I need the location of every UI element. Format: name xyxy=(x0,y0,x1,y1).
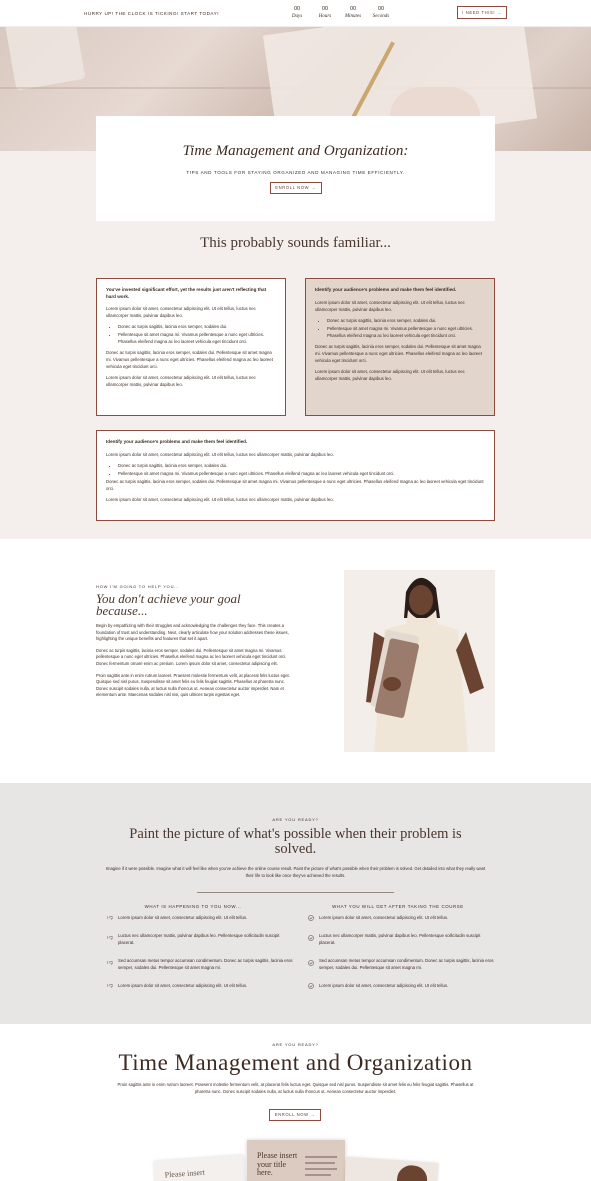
problem-box-1 xyxy=(96,278,286,416)
list-item: Sed accumsan metus tempor accumsan condimentum. Donec ac turpis sagittis, lacinia eros semper, sodales dui. Pellentesque sit amet magna mi. xyxy=(319,958,494,970)
mockup-left-title: Please insert xyxy=(164,1167,206,1180)
check-circle-icon xyxy=(308,960,314,966)
possible-section xyxy=(0,783,591,1024)
problem-box-text: Lorem ipsum dolor sit amet, consectetur adipiscing elit. Ut elit tellus, luctus nec ullamcorper mattis, pulvinar dapibus leo. xyxy=(106,496,334,502)
thumbs-down-icon: 👎︎ xyxy=(107,935,114,941)
thumbs-down-icon: 👎︎ xyxy=(107,983,114,989)
mockup-photo-shape xyxy=(396,1164,428,1181)
mockup-text-line xyxy=(305,1174,331,1176)
list-item: • Donec ac turpis sagittis, lacinia eros semper, sodales dui. xyxy=(118,323,276,330)
woman-with-notebooks-photo xyxy=(344,570,495,752)
problem-box-list xyxy=(106,323,276,345)
problem-box-text: Lorem ipsum dolor sit amet, consectetur adipiscing elit. Ut elit tellus, luctus nec ullamcorper mattis, pulvinar dapibus leo. xyxy=(106,306,256,318)
mockup-text-line xyxy=(305,1168,337,1170)
list-item: Luctus nec ullamcorper mattis, pulvinar dapibus leo. Pellentesque sollicitudin suscipit placerat. xyxy=(319,933,481,945)
mockup-text-line xyxy=(305,1156,337,1158)
problem-box-text: Donec ac turpis sagittis, lacinia eros semper, sodales dui. Pellentesque sit amet magna mi. Vivamus pellentesque a nunc eget ultricies. Phasellus eleifend magna ac leo laoreet vehicula eget tincidunt orci. xyxy=(106,478,484,491)
list-item: • Pellentesque sit amet magna mi. Vivamus pellentesque a nunc eget ultricies. Phasellus eleifend magna ac leo laoreet vehicula eget tincidunt orci. xyxy=(327,325,485,339)
problem-box-text: Donec ac turpis sagittis, lacinia eros semper, sodales dui. Pellentesque sit amet magna mi. Vivamus pellentesque a nunc eget ultricies. Phasellus eleifend magna ac leo laoreet vehicula eget tincidunt orci. xyxy=(106,350,273,369)
list-item: • Pellentesque sit amet magna mi. Vivamus pellentesque a nunc eget ultricies. Phasellus eleifend magna ac leo laoreet vehicula eget tincidunt orci. xyxy=(118,470,485,477)
hero-title: Time Management and Organization: xyxy=(182,143,409,159)
check-circle-icon xyxy=(308,983,314,989)
countdown-value: 00 xyxy=(349,6,357,12)
possible-heading-line-2: solved. xyxy=(274,841,317,857)
hero-card-shape xyxy=(4,27,85,91)
list-item: Lorem ipsum dolor sit amet, consectetur adipiscing elit. Ut elit tellus. xyxy=(319,915,449,920)
after-column-heading: WHAT YOU WILL GET AFTER TAKING THE COURSE xyxy=(332,904,464,909)
help-heading-line-2: because... xyxy=(96,603,148,618)
now-column-heading: WHAT IS HAPPENING TO YOU NOW... xyxy=(144,904,242,909)
possible-intro: Imagine if it were possible. Imagine what it will feel like when you've achieve the online course result. Paint the picture of what's possible when their problem is solved. Get detailed into what they really want their life to look like once they've achieved the results. xyxy=(105,866,486,878)
course-section xyxy=(0,1024,591,1181)
i-need-this-button[interactable]: I NEED THIS! → xyxy=(457,6,507,19)
countdown-label: Days xyxy=(291,14,303,19)
list-item: • Donec ac turpis sagittis, lacinia eros semper, sodales dui. xyxy=(118,462,485,469)
problem-box-text: Lorem ipsum dolor sit amet, consectetur adipiscing elit. Ut elit tellus, luctus nec ullamcorper mattis, pulvinar dapibus leo. xyxy=(315,299,465,312)
countdown-minutes xyxy=(340,6,366,19)
possible-heading xyxy=(0,827,591,857)
list-item: Lorem ipsum dolor sit amet, consectetur adipiscing elit. Ut elit tellus. xyxy=(319,983,449,988)
urgency-message: HURRY UP! THE CLOCK IS TICKING! START TODAY! xyxy=(84,11,219,16)
list-item: • Pellentesque sit amet magna mi. Vivamus pellentesque a nunc eget ultricies. Phasellus eleifend magna ac leo laoreet vehicula eget tincidunt orci. xyxy=(118,331,276,345)
countdown-value: 00 xyxy=(377,6,385,12)
help-heading xyxy=(96,593,241,617)
problem-box-title: Identify your audience's problems and make them feel identified. xyxy=(106,439,248,444)
help-kicker: HOW I'M GOING TO HELP YOU... xyxy=(96,584,180,589)
help-paragraph: Donec ac turpis sagittis, lacinia eros semper, sodales dui. Pellentesque sit amet magna mi. Vivamus pellentesque a nunc eget ultricies. Phasellus eleifend magna ac leo laoreet vehicula eget tincidunt orci. Donec fermentum ornare enim ac pretium. Lorem ipsum dolor sit amet, consectetur adipiscing elit. xyxy=(96,647,287,666)
problem-box-3 xyxy=(96,430,495,521)
countdown-label: Seconds xyxy=(372,14,390,19)
list-item: • Donec ac turpis sagittis, lacinia eros semper, sodales dui. xyxy=(327,317,485,324)
countdown-bar xyxy=(0,0,591,27)
countdown-value: 00 xyxy=(321,6,329,12)
problem-box-2 xyxy=(305,278,495,416)
course-description: Proin sagittis ante in enim rutrum laoreet. Praesent molestie fermentum velit, at placerat felis luctus eget. Quisque sed nisl purus. Suspendisse sit amet felis eu felis feugiat sagittis. Phasellus at pharetra nunc. Donec suscipit sodales nulla, at luctus nulla rhoncus ut. Aenean consectetur auctor imperdiet. xyxy=(117,1082,474,1094)
list-item: Lorem ipsum dolor sit amet, consectetur adipiscing elit. Ut elit tellus. xyxy=(118,983,248,988)
divider xyxy=(197,892,394,893)
enroll-now-button[interactable]: ENROLL NOW → xyxy=(270,182,322,194)
problem-box-text: Lorem ipsum dolor sit amet, consectetur adipiscing elit. Ut elit tellus, luctus nec ullamcorper mattis, pulvinar dapibus leo. xyxy=(106,451,334,457)
help-body xyxy=(96,623,292,699)
help-heading-line-1: You don't achieve your goal xyxy=(96,591,241,606)
problem-box-list xyxy=(106,462,485,477)
problem-box-text: Donec ac turpis sagittis, lacinia eros semper, sodales dui. Pellentesque sit amet magna mi. Vivamus pellentesque a nunc eget ultricies. Phasellus eleifend magna ac leo laoreet vehicula eget tincidunt orci. xyxy=(315,343,482,363)
hero-title-card xyxy=(96,116,495,221)
enroll-now-button[interactable]: ENROLL NOW → xyxy=(269,1109,321,1121)
problem-box-text: Lorem ipsum dolor sit amet, consectetur adipiscing elit. Ut elit tellus, luctus nec ullamcorper mattis, pulvinar dapibus leo. xyxy=(315,368,465,381)
problem-box-title: Identify your audience's problems and make them feel identified. xyxy=(315,287,457,292)
countdown-value: 00 xyxy=(293,6,301,12)
mockup-page-right xyxy=(344,1157,439,1181)
countdown-label: Minutes xyxy=(344,14,362,19)
help-paragraph: Proin sagittis ante in enim rutrum laoreet. Praesent molestie fermentum velit, at placerat felis luctus eget. Quisque sed nisl purus. Suspendisse sit amet felis eu felis feugiat sagittis. Phasellus at pharetra nunc. Donec suscipit sodales nulla, at luctus nulla rhoncus ut. Aenean consectetur auctor imperdiet. Nam et elementum ante. Maecenas sodales nisl nisi, quis ultrices turpis egestas eget. xyxy=(96,672,290,698)
problem-box-list xyxy=(315,317,485,339)
help-paragraph: Begin by empathizing with their struggles and acknowledging the challenges they face. This creates a foundation of trust and understanding. Next, clearly articulate how your solution addresses these issues, highlighting the unique benefits and features that set it apart. xyxy=(96,623,289,642)
countdown-seconds xyxy=(368,6,394,19)
problem-box-title: You've invested significant effort, yet the results just aren't reflecting that hard work. xyxy=(106,287,267,299)
course-kicker: ARE YOU READY? xyxy=(272,1042,319,1047)
mockup-center-title: Please insert your title here. xyxy=(257,1151,298,1177)
course-heading: Time Management and Organization xyxy=(118,1050,473,1075)
possible-heading-line-1: Paint the picture of what's possible when their problem is xyxy=(129,826,462,842)
thumbs-down-icon: 👎︎ xyxy=(107,960,114,966)
mockup-page-center xyxy=(247,1140,345,1181)
check-circle-icon xyxy=(308,935,314,941)
check-circle-icon xyxy=(308,915,314,921)
mockup-page-left xyxy=(154,1155,247,1181)
countdown-days xyxy=(284,6,310,19)
list-item: Luctus nec ullamcorper mattis, pulvinar dapibus leo. Pellentesque sollicitudin suscipit placerat. xyxy=(118,933,280,945)
help-section xyxy=(0,539,591,783)
possible-kicker: ARE YOU READY? xyxy=(272,817,319,822)
problem-box-text: Lorem ipsum dolor sit amet, consectetur adipiscing elit. Ut elit tellus, luctus nec ullamcorper mattis, pulvinar dapibus leo. xyxy=(106,375,256,387)
countdown-label: Hours xyxy=(318,14,332,19)
familiar-heading: This probably sounds familiar... xyxy=(200,235,391,251)
mockup-text-line xyxy=(305,1162,335,1164)
woman-photo-illustration xyxy=(344,570,495,752)
list-item: Lorem ipsum dolor sit amet, consectetur adipiscing elit. Ut elit tellus. xyxy=(118,915,248,920)
hero-subtitle: TIPS AND TOOLS FOR STAYING ORGANIZED AND MANAGING TIME EFFICIENTLY. xyxy=(186,170,405,175)
countdown-hours xyxy=(312,6,338,19)
thumbs-down-icon: 👎︎ xyxy=(107,915,114,921)
list-item: Sed accumsan metus tempor accumsan condimentum. Donec ac turpis sagittis, lacinia eros semper, sodales dui. Pellentesque sit amet magna mi. xyxy=(118,958,293,970)
